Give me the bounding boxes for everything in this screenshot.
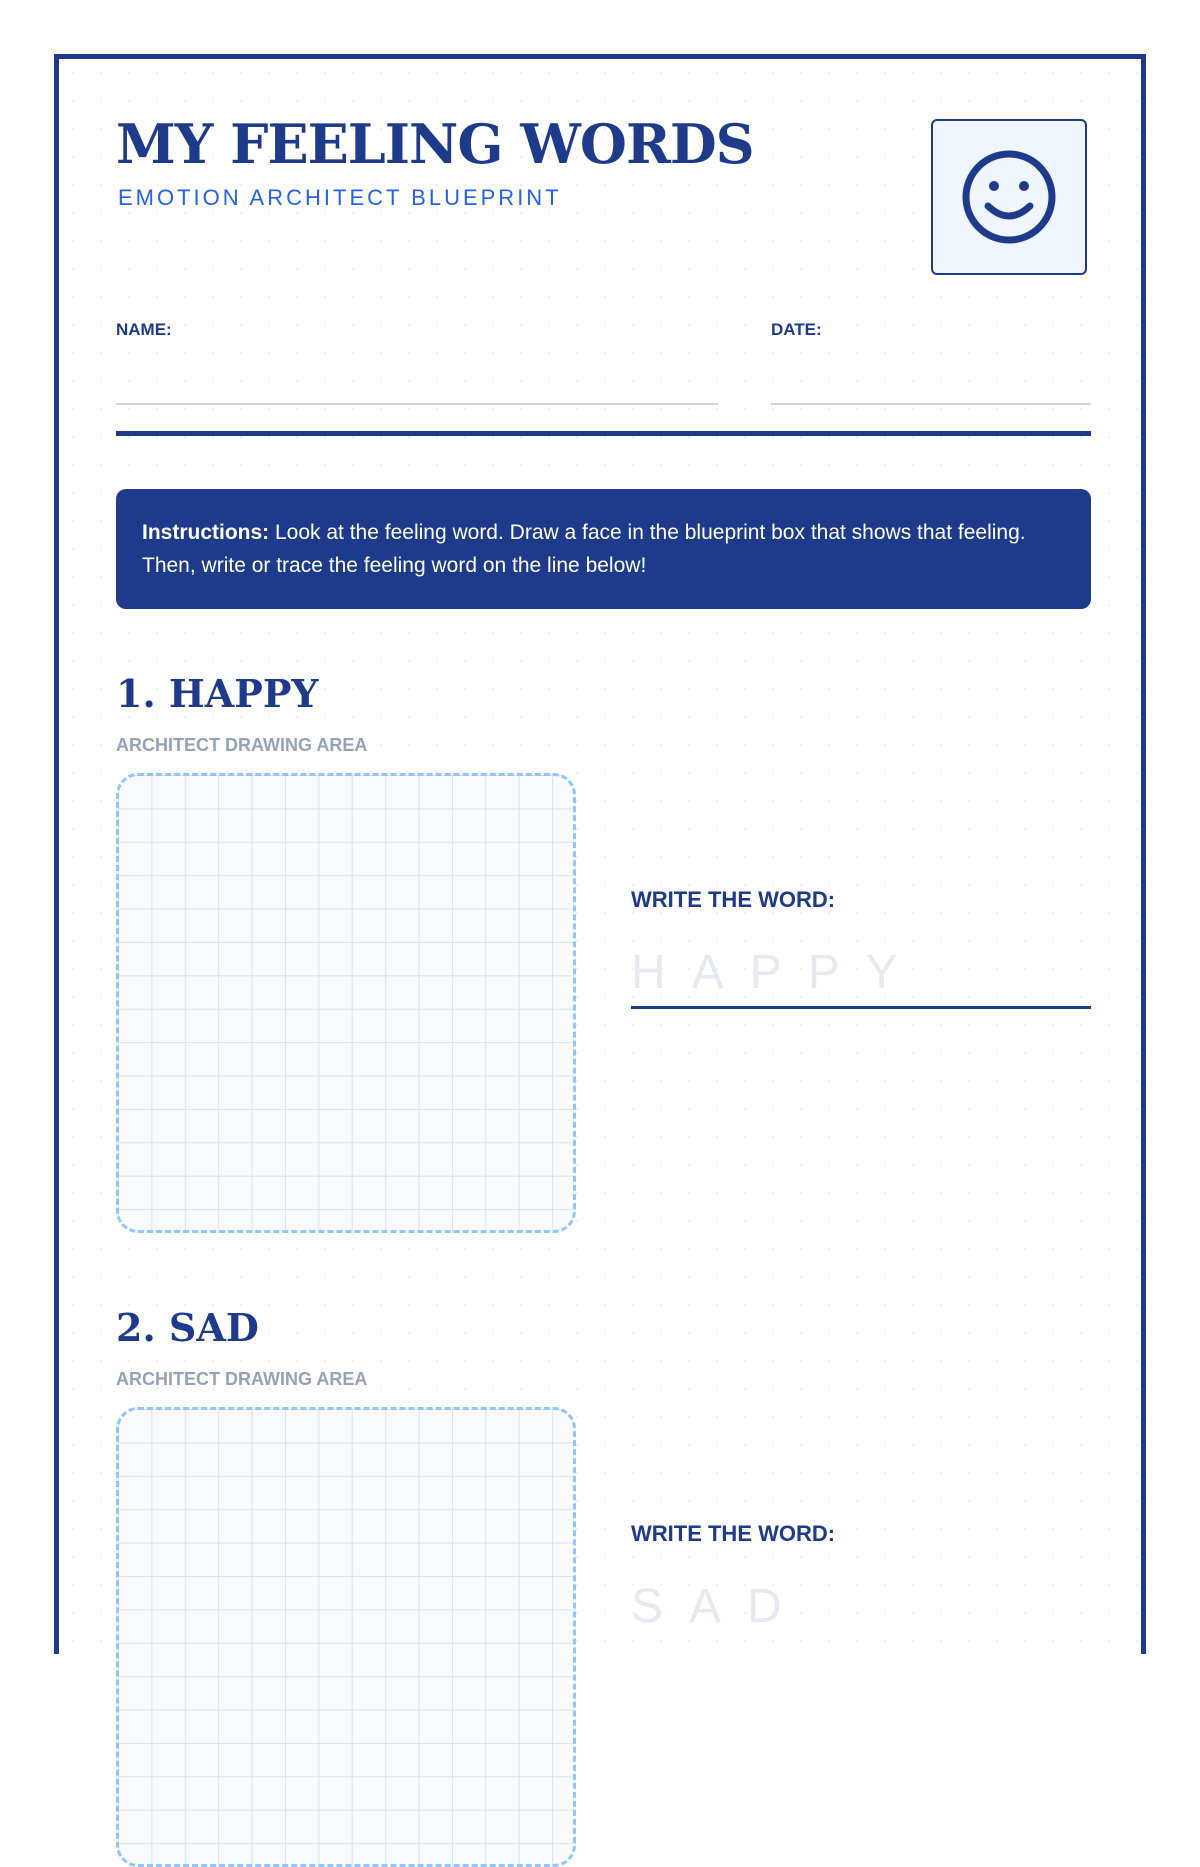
trace-word: SAD (631, 1580, 808, 1633)
instructions-text: Look at the feeling word. Draw a face in the blueprint box that shows that feeling. Then, write or trace the feeling word on the line below! (142, 521, 1026, 577)
trace-word: HAPPY (631, 946, 924, 999)
worksheet (54, 54, 1146, 1654)
header-divider (116, 431, 1091, 436)
page-subtitle: EMOTION ARCHITECT BLUEPRINT (118, 185, 562, 210)
write-word-label: WRITE THE WORD: (631, 887, 836, 912)
write-word-label: WRITE THE WORD: (631, 1521, 836, 1546)
instructions-lead: Instructions: (142, 521, 270, 544)
name-field[interactable] (116, 403, 718, 405)
date-field[interactable] (771, 403, 1091, 405)
smiley-face-icon (960, 148, 1058, 246)
section-title: 1. HAPPY (116, 671, 319, 716)
name-label: NAME: (116, 320, 172, 339)
logo-badge (931, 119, 1087, 275)
drawing-area[interactable] (116, 1407, 576, 1867)
section-title: 2. SAD (116, 1305, 259, 1350)
write-word-line[interactable] (631, 1006, 1091, 1009)
drawing-area[interactable] (116, 773, 576, 1233)
page-title: MY FEELING WORDS (116, 112, 754, 176)
instructions-panel (116, 489, 1091, 609)
drawing-area-label: ARCHITECT DRAWING AREA (116, 1369, 368, 1389)
date-label: DATE: (771, 320, 822, 339)
drawing-area-label: ARCHITECT DRAWING AREA (116, 735, 368, 755)
